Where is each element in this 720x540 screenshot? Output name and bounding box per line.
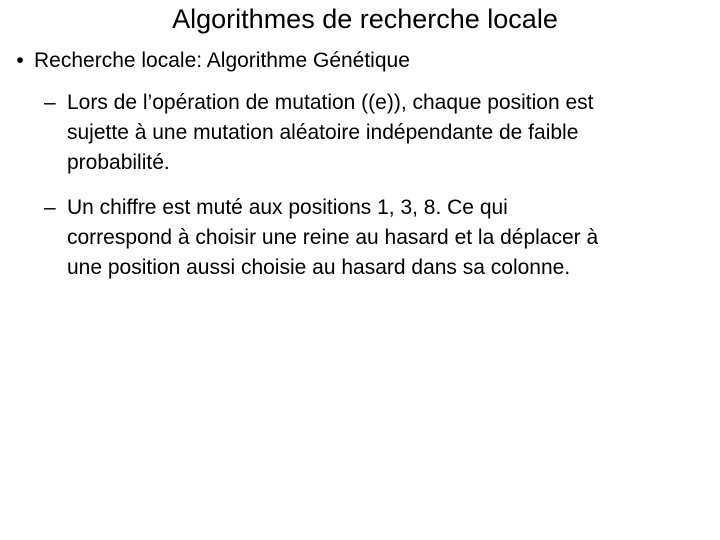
sub-item-text: Lors de l’opération de mutation ((e)), chaque position est <box>67 91 594 114</box>
bullet-text: Recherche locale: Algorithme Génétique <box>34 49 410 72</box>
sub-item-mutation-operation <box>44 88 720 178</box>
sub-item-line: probabilité. <box>67 151 170 174</box>
bullet-icon: • <box>16 49 24 72</box>
bullet-item <box>6 46 716 76</box>
slide-title: Algorithmes de recherche locale <box>172 4 558 34</box>
sub-item-mutated-positions <box>44 193 720 283</box>
sub-item-line: sujette à une mutation aléatoire indépendante de faible <box>67 121 579 144</box>
dash-icon: – <box>44 91 56 114</box>
sub-item-line: une position aussi choisie au hasard dans sa colonne. <box>67 256 571 279</box>
sub-item-line: correspond à choisir une reine au hasard et la déplacer à <box>67 226 599 249</box>
sub-item-line <box>44 193 720 223</box>
sub-item-text: Un chiffre est muté aux positions 1, 3, 8. Ce qui <box>67 196 508 219</box>
dash-icon: – <box>44 196 56 219</box>
sub-item-line <box>44 88 720 118</box>
